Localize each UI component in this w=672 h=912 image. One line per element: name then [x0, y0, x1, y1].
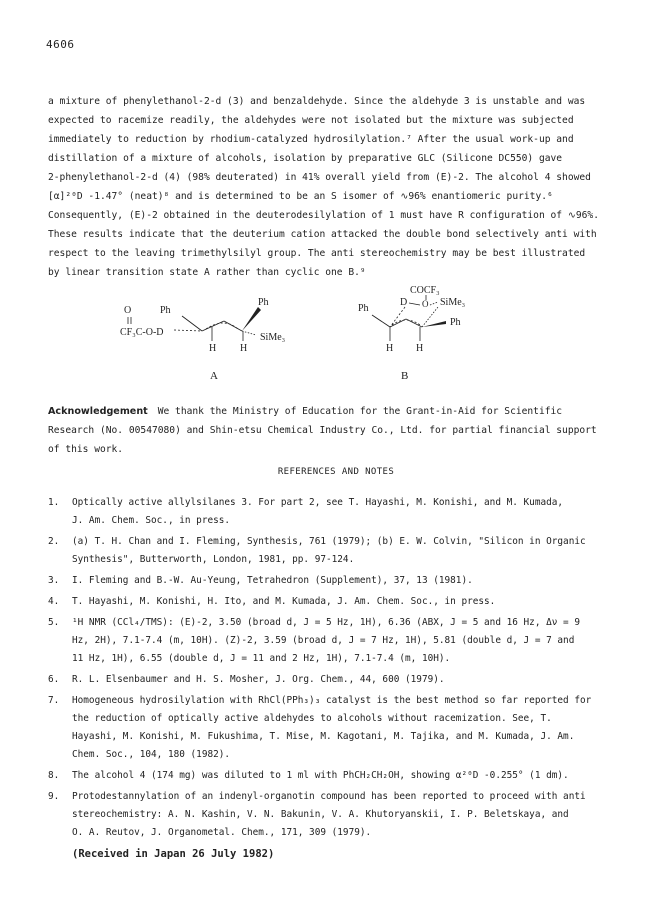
b-oxygen-label: O	[422, 299, 429, 309]
body-line: expected to racemize readily, the aldehydes were not isolated but the mixture was subjected	[48, 115, 574, 126]
acknowledgement-heading: Acknowledgement	[48, 406, 148, 417]
reference-number: 2.	[48, 536, 60, 547]
b-phenyl-label: Ph	[358, 303, 369, 314]
body-line: a mixture of phenylethanol-2-d (3) and benzaldehyde. Since the aldehyde 3 is unstable and was	[48, 96, 586, 107]
reference-line: Optically active allylsilanes 3. For part 2, see T. Hayashi, M. Konishi, and M. Kumada,	[72, 497, 564, 508]
acknowledgement-line: Research (No. 00547080) and Shin-etsu Chemical Industry Co., Ltd. for partial financial support	[48, 425, 597, 436]
reference-item	[48, 767, 648, 785]
reference-number: 6.	[48, 674, 60, 685]
reference-line: 11 Hz, 1H), 6.55 (double d, J = 11 and 2 Hz, 1H), 7.1-7.4 (m, 10H).	[72, 653, 451, 664]
reference-line: J. Am. Chem. Soc., in press.	[72, 515, 231, 526]
reference-item	[48, 614, 648, 668]
structure-b	[358, 285, 465, 382]
body-line: distillation of a mixture of alcohols, isolation by preparative GLC (Silicone DC550) gave	[48, 153, 563, 164]
reference-item	[48, 593, 648, 611]
reference-line: The alcohol 4 (174 mg) was diluted to 1 ml with PhCH₂CH₂OH, showing α²⁰D -0.255° (1 dm).	[72, 770, 569, 781]
reference-line: Synthesis", Butterworth, London, 1981, pp. 97-124.	[72, 554, 355, 565]
reference-line: Hayashi, M. Konishi, M. Fukushima, T. Mise, M. Kagotani, M. Tajika, and M. Kumada, J. Am.	[72, 731, 575, 742]
b-phenyl-label: Ph	[450, 317, 461, 328]
structure-a-label: A	[210, 370, 218, 382]
b-bond	[372, 315, 390, 327]
acknowledgement-line	[48, 402, 628, 421]
body-line: respect to the leaving trimethylsilyl group. The anti stereochemistry may be best illustrated	[48, 248, 586, 259]
reference-line: Protodestannylation of an indenyl-organotin compound has been reported to proceed with anti	[72, 791, 586, 802]
body-line: by linear transition state A rather than cyclic one B.⁹	[48, 267, 366, 278]
body-line: immediately to reduction by rhodium-catalyzed hydrosilylation.⁷ After the usual work-up and	[48, 134, 574, 145]
page-number: 4606	[46, 38, 75, 51]
transition-state-scheme	[120, 283, 540, 383]
acknowledgement	[48, 402, 628, 459]
a-hydrogen-label: H	[209, 343, 217, 354]
b-bond	[409, 303, 420, 305]
reference-line: R. L. Elsenbaumer and H. S. Mosher, J. Org. Chem., 44, 600 (1979).	[72, 674, 445, 685]
reference-line: O. A. Reutov, J. Organometal. Chem., 171, 309 (1979).	[72, 827, 372, 838]
reference-item	[48, 533, 648, 569]
a-acyl-label: CF₃C-O-D	[120, 327, 164, 338]
a-hydrogen-label: H	[240, 343, 248, 354]
reference-line: I. Fleming and B.-W. Au-Yeung, Tetrahedron (Supplement), 37, 13 (1981).	[72, 575, 473, 586]
reference-number: 4.	[48, 596, 60, 607]
reference-number: 5.	[48, 617, 60, 628]
reference-number: 1.	[48, 497, 60, 508]
reference-line: Hz, 2H), 7.1-7.4 (m, 10H). (Z)-2, 3.59 (broad d, J = 7 Hz, 1H), 5.81 (double d, J = 7 and	[72, 635, 575, 646]
received-date: (Received in Japan 26 July 1982)	[72, 848, 275, 860]
reference-line: Homogeneous hydrosilylation with RhCl(PPh₃)₃ catalyst is the best method so far reported for	[72, 695, 592, 706]
reference-item	[48, 572, 648, 590]
references-list	[48, 494, 648, 863]
body-paragraph	[48, 92, 624, 282]
references-title: REFERENCES AND NOTES	[277, 467, 395, 477]
b-cocf3-label: COCF₃	[410, 285, 440, 296]
a-bond	[202, 321, 224, 331]
body-line: These results indicate that the deuterium cation attacked the double bond selectively anti with	[48, 229, 597, 240]
a-allyl-delocalization	[206, 323, 238, 329]
b-o-si-bond	[430, 302, 438, 305]
reference-number: 7.	[48, 695, 60, 706]
reference-line: stereochemistry: A. N. Kashin, V. N. Bakunin, V. A. Khutoryanskii, I. P. Beletskaya, and	[72, 809, 569, 820]
reference-item	[48, 692, 648, 764]
b-hydrogen-label: H	[386, 343, 394, 354]
structure-a	[120, 297, 285, 382]
reference-item	[48, 788, 648, 842]
a-sime3-label: SiMe₃	[260, 332, 286, 343]
b-forming-bond	[390, 307, 405, 327]
acknowledgement-text: We thank the Ministry of Education for the Grant-in-Aid for Scientific	[157, 406, 563, 417]
structure-b-label: B	[401, 370, 409, 382]
reference-item	[48, 671, 648, 689]
reference-number: 8.	[48, 770, 60, 781]
body-line: [α]²⁰D -1.47° (neat)⁸ and is determined to be an S isomer of ∿96% enantiomeric purity.⁶	[48, 191, 553, 202]
a-phenyl-label: Ph	[160, 305, 171, 316]
body-line: 2-phenylethanol-2-d (4) (98% deuterated) in 41% overall yield from (E)-2. The alcohol 4 showed	[48, 172, 591, 183]
reference-number: 3.	[48, 575, 60, 586]
b-sime3-label: SiMe₃	[440, 297, 466, 308]
reference-line: (a) T. H. Chan and I. Fleming, Synthesis, 761 (1979); (b) E. W. Colvin, "Silicon in Organic	[72, 536, 586, 547]
reference-line: ¹H NMR (CCl₄/TMS): (E)-2, 3.50 (broad d, J = 5 Hz, 1H), 6.36 (ABX, J = 5 and 16 Hz, Δν = 9	[72, 617, 580, 628]
a-hashed-bond	[242, 331, 256, 335]
a-forming-bond	[174, 330, 202, 331]
reference-line: T. Hayashi, M. Konishi, H. Ito, and M. Kumada, J. Am. Chem. Soc., in press.	[72, 596, 496, 607]
a-bond	[182, 316, 202, 331]
reference-line: the reduction of optically active aldehydes to alcohols without racemization. See, T.	[72, 713, 552, 724]
reference-item	[48, 494, 648, 530]
a-phenyl-label: Ph	[258, 297, 269, 308]
a-wedge-bond	[242, 307, 261, 331]
b-deuterium-label: D	[400, 297, 408, 308]
a-oxygen-label: O	[124, 305, 132, 316]
reference-number: 9.	[48, 791, 60, 802]
acknowledgement-line: of this work.	[48, 444, 124, 455]
b-hydrogen-label: H	[416, 343, 424, 354]
reference-line: Chem. Soc., 104, 180 (1982).	[72, 749, 231, 760]
body-line: Consequently, (E)-2 obtained in the deuterodesilylation of 1 must have R configuration of ∿96%.	[48, 210, 599, 221]
